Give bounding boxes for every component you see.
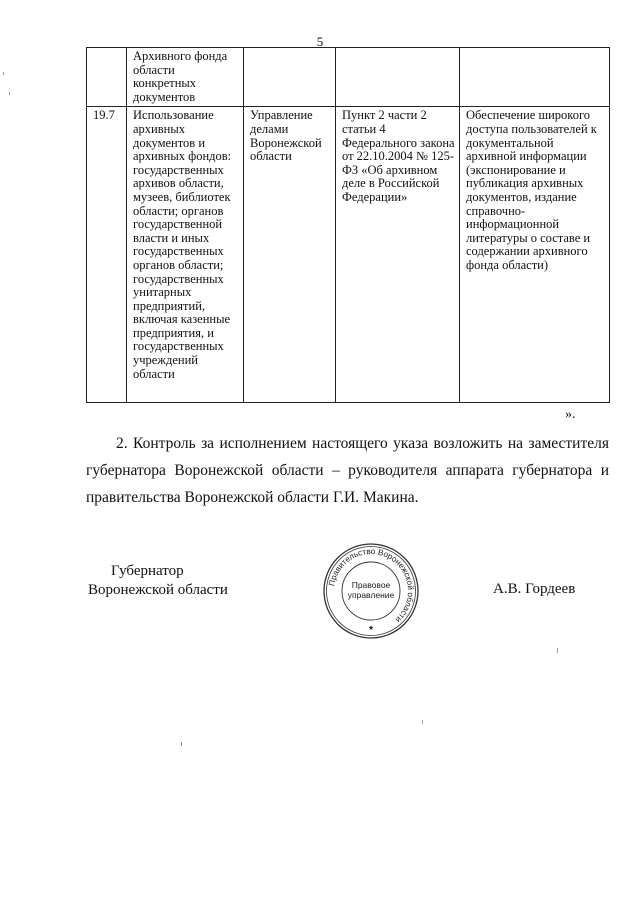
signer-title-line1: Губернатор xyxy=(111,563,184,579)
executor-cell: Управление делами Воронежской области xyxy=(244,107,336,403)
scan-mark xyxy=(3,72,4,75)
row-number-cell xyxy=(87,48,127,107)
scan-mark xyxy=(557,648,558,653)
scan-mark xyxy=(422,720,423,724)
signer-name: А.В. Гордеев xyxy=(493,581,576,597)
official-seal xyxy=(321,541,421,641)
scan-mark xyxy=(9,92,10,95)
svg-text:управление: управление xyxy=(347,590,395,600)
legal-basis-cell: Пункт 2 части 2 статьи 4 Федерального закона от 22.10.2004 № 125-ФЗ «Об архивном деле в Российской Федерации» xyxy=(336,107,460,403)
signer-title-line2: Воронежской области xyxy=(88,582,228,598)
executor-cell xyxy=(244,48,336,107)
table-row xyxy=(87,48,610,107)
page-number: 5 xyxy=(316,34,324,49)
decree-table xyxy=(86,47,610,403)
svg-text:Правовое: Правовое xyxy=(351,580,391,590)
control-paragraph: 2. Контроль за исполнением настоящего указа возложить на заместителя губернатора Воронежской области – руководителя аппарата губернатора и правительства Воронежской области Г.И. Макина. xyxy=(86,435,609,506)
purpose-cell: Обеспечение широкого доступа пользователей к документальной архивной информации (экспонирование и публикация архивных документов, издание справочно-информационной литературы о составе и содержании архивного фонда области) xyxy=(460,107,610,403)
signer-title xyxy=(88,562,228,600)
activity-cell: Архивного фонда области конкретных документов xyxy=(127,48,244,107)
activity-cell: Использование архивных документов и архивных фондов: государственных архивов области, музеев, библиотек области; органов государственной власти и иных государственных органов области; государственных унитарных предприятий, включая казенные предприятия, и государственных учреждений области xyxy=(127,107,244,403)
table-row xyxy=(87,107,610,403)
row-number-cell: 19.7 xyxy=(87,107,127,403)
purpose-cell xyxy=(460,48,610,107)
svg-text:★: ★ xyxy=(367,624,375,632)
svg-text:Правительство Воронежской обла: Правительство Воронежской области xyxy=(327,546,416,625)
closing-quote: ». xyxy=(565,407,576,422)
legal-basis-cell xyxy=(336,48,460,107)
scan-mark xyxy=(181,742,182,746)
